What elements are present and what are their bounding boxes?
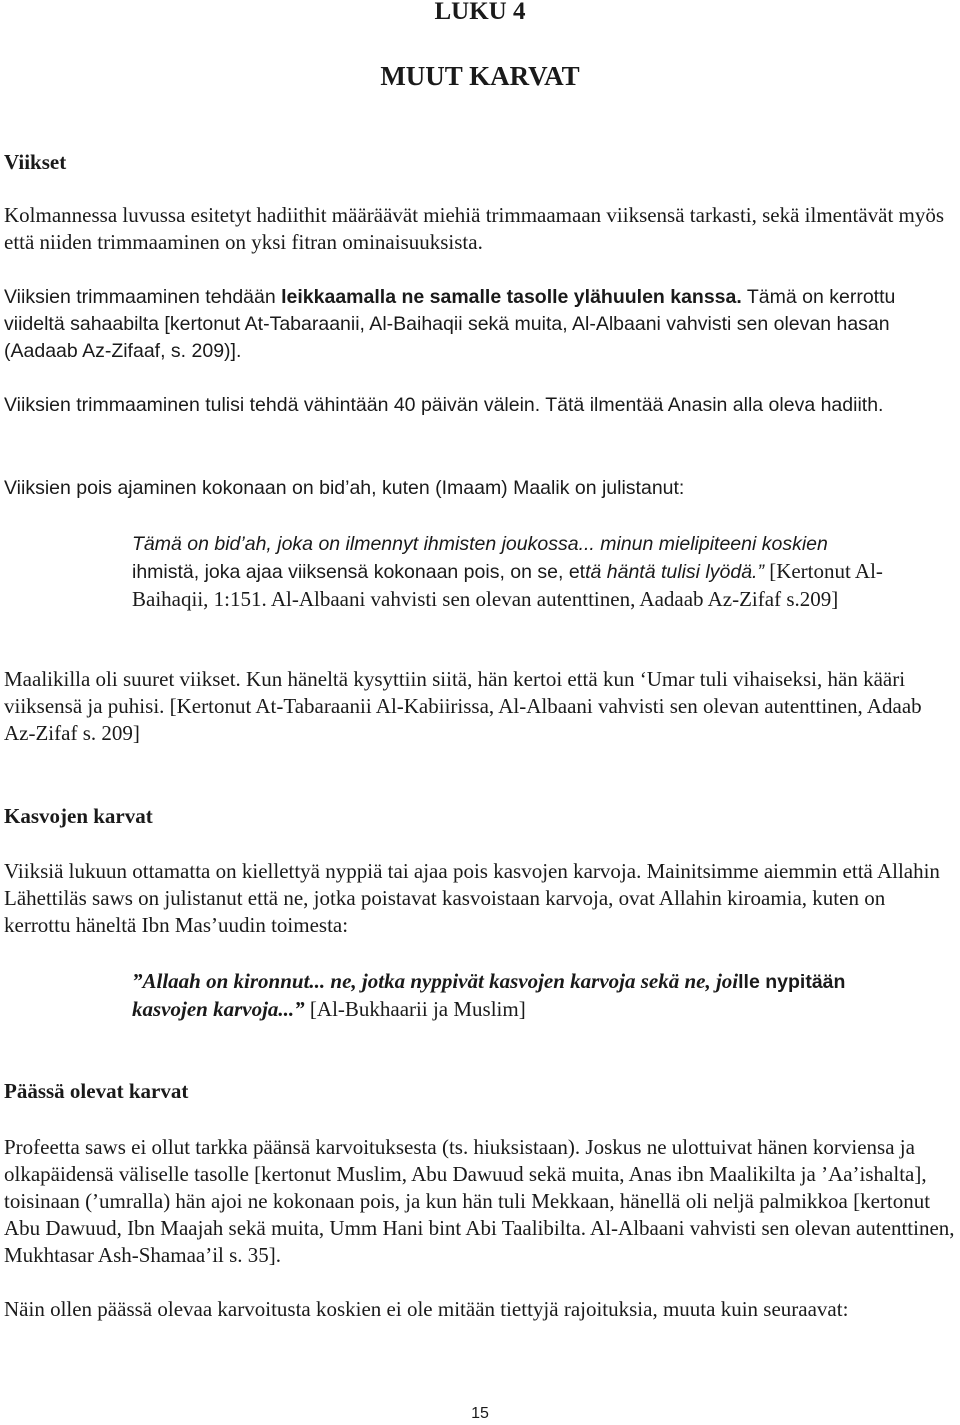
- page-number: 15: [471, 1405, 489, 1422]
- text-run: Tämä on kerrottu viideltä sahaabilta [kertonut At-Tabaraanii, Al-Baihaqii sekä muita, Al-Albaani vahvisti sen olevan hasan (Aadaab Az-Zifaaf, s. 209)].: [4, 286, 896, 362]
- quote-block: [132, 968, 956, 1023]
- citation: [Kertonut Al-Baihaqii, 1:151. Al-Albaani vahvisti sen olevan autenttinen, Aadaab Az-Zifaf s.209]: [132, 559, 883, 611]
- paragraph: Kolmannessa luvussa esitetyt hadiithit määräävät miehiä trimmaamaan viiksensä tarkasti, sekä ilmentävät myös että niiden trimmaaminen on yksi fitran ominaisuuksista.: [4, 203, 945, 254]
- quote-text: lle nypitään: [738, 971, 846, 993]
- quote-text: tä häntä tulisi lyödä.”: [585, 561, 764, 583]
- chapter-title: MUUT KARVAT: [380, 61, 580, 91]
- section-heading-viikset: Viikset: [4, 150, 67, 174]
- paragraph: Viiksien pois ajaminen kokonaan on bid’ah, kuten (Imaam) Maalik on julistanut:: [4, 477, 685, 499]
- citation: [Al-Bukhaarii ja Muslim]: [304, 997, 526, 1021]
- quote-text: Tämä on bid’ah, joka on ilmennyt ihmisten joukossa... minun mielipiteeni koskien: [132, 533, 828, 555]
- quote-text: kasvojen karvoja...”: [132, 997, 305, 1021]
- paragraph: Näin ollen päässä olevaa karvoitusta koskien ei ole mitään tiettyjä rajoituksia, muuta kuin seuraavat:: [4, 1297, 849, 1321]
- section-heading-paassa: Päässä olevat karvat: [4, 1079, 189, 1103]
- paragraph: [4, 284, 956, 365]
- text-run-bold: leikkaamalla ne samalle tasolle ylähuulen kanssa.: [281, 286, 742, 308]
- quote-text: ”Allaah on kironnut... ne, jotka nyppivät kasvojen karvoja sekä ne, joi: [132, 969, 739, 993]
- chapter-label: LUKU 4: [434, 0, 526, 25]
- quote-block: [132, 530, 956, 613]
- text-run: Viiksien trimmaaminen tehdään: [4, 286, 282, 308]
- paragraph: Profeetta saws ei ollut tarkka päänsä karvoituksesta (ts. hiuksistaan). Joskus ne ulottuivat hänen korviensa ja olkapäidensä väliselle tasolle [kertonut Muslim, Abu Dawuud sekä muita, Anas ibn Maalikilta ja ’Aa’ishalta], toisinaan (’umralla) hän ajoi ne kokonaan pois, ja kun hän tuli Mekkaan, hänellä oli neljä palmikkoa [kertonut Abu Dawuud, Ibn Maajah sekä muita, Umm Hani bint Abi Taalibilta. Al-Albaani vahvisti sen olevan autenttinen, Mukhtasar Ash-Shamaa’il s. 35].: [4, 1135, 955, 1267]
- paragraph: Viiksiä lukuun ottamatta on kiellettyä nyppiä tai ajaa pois kasvojen karvoja. Mainitsimme aiemmin että Allahin Lähettiläs saws on julistanut että ne, jotka poistavat kasvoistaan karvoja, ovat Allahin kiroamia, kuten on kerrottu häneltä Ibn Mas’uudin toimesta:: [4, 859, 940, 937]
- section-heading-kasvojen: Kasvojen karvat: [4, 804, 153, 828]
- quote-text: ihmistä, joka ajaa viiksensä kokonaan pois, on se, et: [132, 561, 586, 583]
- paragraph: Viiksien trimmaaminen tulisi tehdä vähintään 40 päivän välein. Tätä ilmentää Anasin alla oleva hadiith.: [4, 394, 884, 416]
- paragraph: Maalikilla oli suuret viikset. Kun häneltä kysyttiin siitä, hän kertoi että kun ‘Umar tuli vihaiseksi, hän kääri viiksensä ja puhisi. [Kertonut At-Tabaraanii Al-Kabiirissa, Al-Albaani vahvisti sen olevan autenttinen, Adaab Az-Zifaf s. 209]: [4, 667, 922, 745]
